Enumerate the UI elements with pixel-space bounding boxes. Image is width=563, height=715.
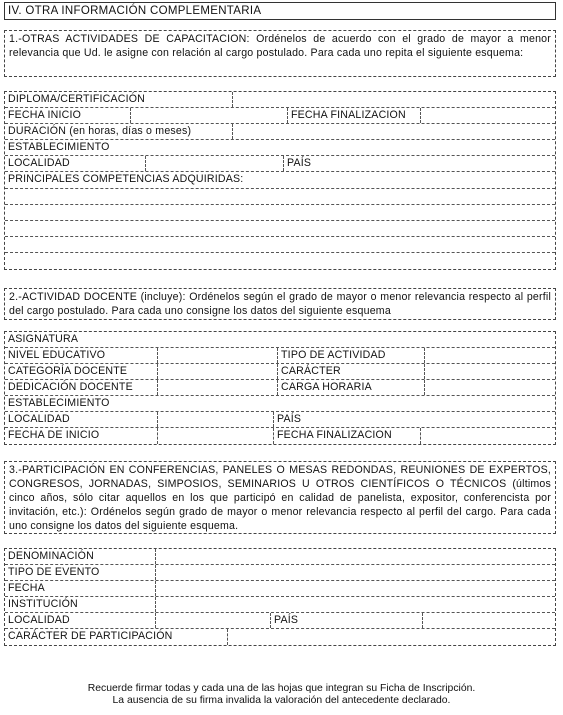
competencias-line[interactable]	[5, 189, 555, 205]
competencias-line[interactable]	[5, 253, 555, 269]
institucion-row	[5, 597, 555, 613]
docente-fecha-finalizacion-field[interactable]	[420, 428, 555, 444]
establecimiento-row	[5, 140, 555, 156]
diploma-label: DIPLOMA/CERTIFICACIÓN	[8, 93, 146, 105]
competencias-label: PRINCIPALES COMPETENCIAS ADQUIRIDAS:	[8, 173, 244, 185]
caracter-label: CARÁCTER	[277, 364, 424, 379]
pais-label: PAÍS	[283, 156, 363, 171]
tipo-actividad-label: TIPO DE ACTIVIDAD	[277, 348, 424, 363]
fechas-row	[5, 108, 555, 124]
institucion-label: INSTITUCIÓN	[8, 598, 78, 610]
docente-fecha-inicio-label: FECHA DE INICIO	[8, 429, 100, 441]
competencias-line[interactable]	[5, 237, 555, 253]
localidad-row	[5, 156, 555, 172]
fecha-inicio-field[interactable]	[130, 108, 287, 123]
denominacion-field[interactable]	[155, 549, 555, 564]
participacion-row	[5, 629, 555, 645]
establecimiento-field[interactable]	[125, 140, 555, 155]
docente-establecimiento-row	[5, 396, 555, 412]
duracion-row	[5, 124, 555, 140]
docente-fecha-finalizacion-label: FECHA FINALIZACION	[273, 428, 420, 444]
conf-pais-label: PAÍS	[270, 613, 422, 628]
categoria-row	[5, 364, 555, 380]
fecha-inicio-label: FECHA INICIO	[8, 109, 82, 121]
duracion-label: DURACIÓN (en horas, días o meses)	[8, 125, 192, 137]
docente-localidad-label: LOCALIDAD	[8, 413, 70, 425]
nivel-row	[5, 348, 555, 364]
caracter-field[interactable]	[424, 364, 555, 379]
diploma-row	[5, 92, 555, 108]
fecha-field[interactable]	[155, 581, 555, 596]
footer-note	[0, 683, 563, 707]
asignatura-label: ASIGNATURA	[8, 333, 79, 345]
nivel-educativo-field[interactable]	[157, 348, 277, 363]
tipo-evento-row	[5, 565, 555, 581]
docente-fechas-row	[5, 428, 555, 444]
footer-line-1: Recuerde firmar todas y cada una de las hojas que integran su Ficha de Inscripción.	[87, 683, 476, 694]
denominacion-label: DENOMINACIÓN	[8, 550, 94, 562]
localidad-label: LOCALIDAD	[8, 157, 70, 169]
dedicacion-docente-label: DEDICACIÓN DOCENTE	[8, 381, 133, 393]
caracter-participacion-field[interactable]	[227, 629, 555, 645]
localidad-field[interactable]	[145, 156, 283, 171]
institucion-field[interactable]	[155, 597, 555, 612]
competencias-line[interactable]	[5, 205, 555, 221]
duracion-field[interactable]	[232, 124, 555, 139]
conf-pais-field[interactable]	[422, 613, 555, 628]
docente-pais-field[interactable]	[353, 412, 555, 427]
capacitacion-instructions: 1.-OTRAS ACTIVIDADES DE CAPACITACION: Ordénelos de acuerdo con el grado de mayor a menor relevancia que Ud. le asigne con relación al cargo postulado. Para cada uno repita el siguiente esquema:	[4, 30, 556, 77]
tipo-actividad-field[interactable]	[424, 348, 555, 363]
section-title: IV. OTRA INFORMACIÓN COMPLEMENTARIA	[4, 2, 556, 20]
asignatura-row	[5, 332, 555, 348]
categoria-docente-field[interactable]	[157, 364, 277, 379]
docente-fecha-inicio-field[interactable]	[157, 428, 273, 444]
dedicacion-row	[5, 380, 555, 396]
tipo-evento-label: TIPO DE EVENTO	[8, 566, 100, 578]
capacitacion-form	[4, 91, 556, 270]
fecha-label: FECHA	[8, 582, 45, 594]
docente-pais-label: PAÍS	[273, 412, 353, 427]
nivel-educativo-label: NIVEL EDUCATIVO	[8, 349, 106, 361]
docente-form	[4, 331, 556, 445]
caracter-participacion-label: CARÁCTER DE PARTICIPACIÓN	[8, 630, 173, 642]
docente-establecimiento-label: ESTABLECIMIENTO	[8, 397, 110, 409]
conf-localidad-row	[5, 613, 555, 629]
competencias-row	[5, 172, 555, 189]
tipo-evento-field[interactable]	[155, 565, 555, 580]
conf-localidad-label: LOCALIDAD	[8, 614, 70, 626]
denominacion-row	[5, 549, 555, 565]
diploma-field[interactable]	[232, 92, 555, 107]
carga-horaria-field[interactable]	[424, 380, 555, 395]
docente-localidad-field[interactable]	[157, 412, 273, 427]
fecha-finalizacion-field[interactable]	[420, 108, 555, 123]
conferencias-instructions: 3.-PARTICIPACIÓN EN CONFERENCIAS, PANELES O MESAS REDONDAS, REUNIONES DE EXPERTOS, CONGRESOS, JORNADAS, SIMPOSIOS, SEMINARIOS U OTROS CIENTÍFICOS O TÉCNICOS (últimos cinco años, sólo citar aquellos en los que participó en calidad de panelista, expositor, conferencista por invitación, etc.): Ordénelos según grado de mayor o menor relevancia respecto al perfil del cargo. Para cada uno consigne los datos del siguiente esquema.	[4, 461, 556, 534]
establecimiento-label: ESTABLECIMIENTO	[8, 141, 110, 153]
fecha-row	[5, 581, 555, 597]
competencias-line[interactable]	[5, 221, 555, 237]
fecha-finalizacion-label: FECHA FINALIZACION	[287, 108, 420, 123]
carga-horaria-label: CARGA HORARIA	[277, 380, 424, 395]
docente-establecimiento-field[interactable]	[157, 396, 555, 411]
footer-line-2: La ausencia de su firma invalida la valoración del antecedente declarado.	[112, 695, 451, 706]
conf-localidad-field[interactable]	[155, 613, 270, 628]
docente-localidad-row	[5, 412, 555, 428]
conferencias-form	[4, 548, 556, 646]
categoria-docente-label: CATEGORÍA DOCENTE	[8, 365, 128, 377]
docente-instructions: 2.-ACTIVIDAD DOCENTE (incluye): Ordénelos según el grado de mayor o menor relevancia respecto al perfil del cargo postulado. Para cada uno consigne los datos del siguiente esquema	[4, 288, 556, 320]
dedicacion-docente-field[interactable]	[157, 380, 277, 395]
pais-field[interactable]	[363, 156, 555, 171]
asignatura-field[interactable]	[155, 332, 555, 347]
